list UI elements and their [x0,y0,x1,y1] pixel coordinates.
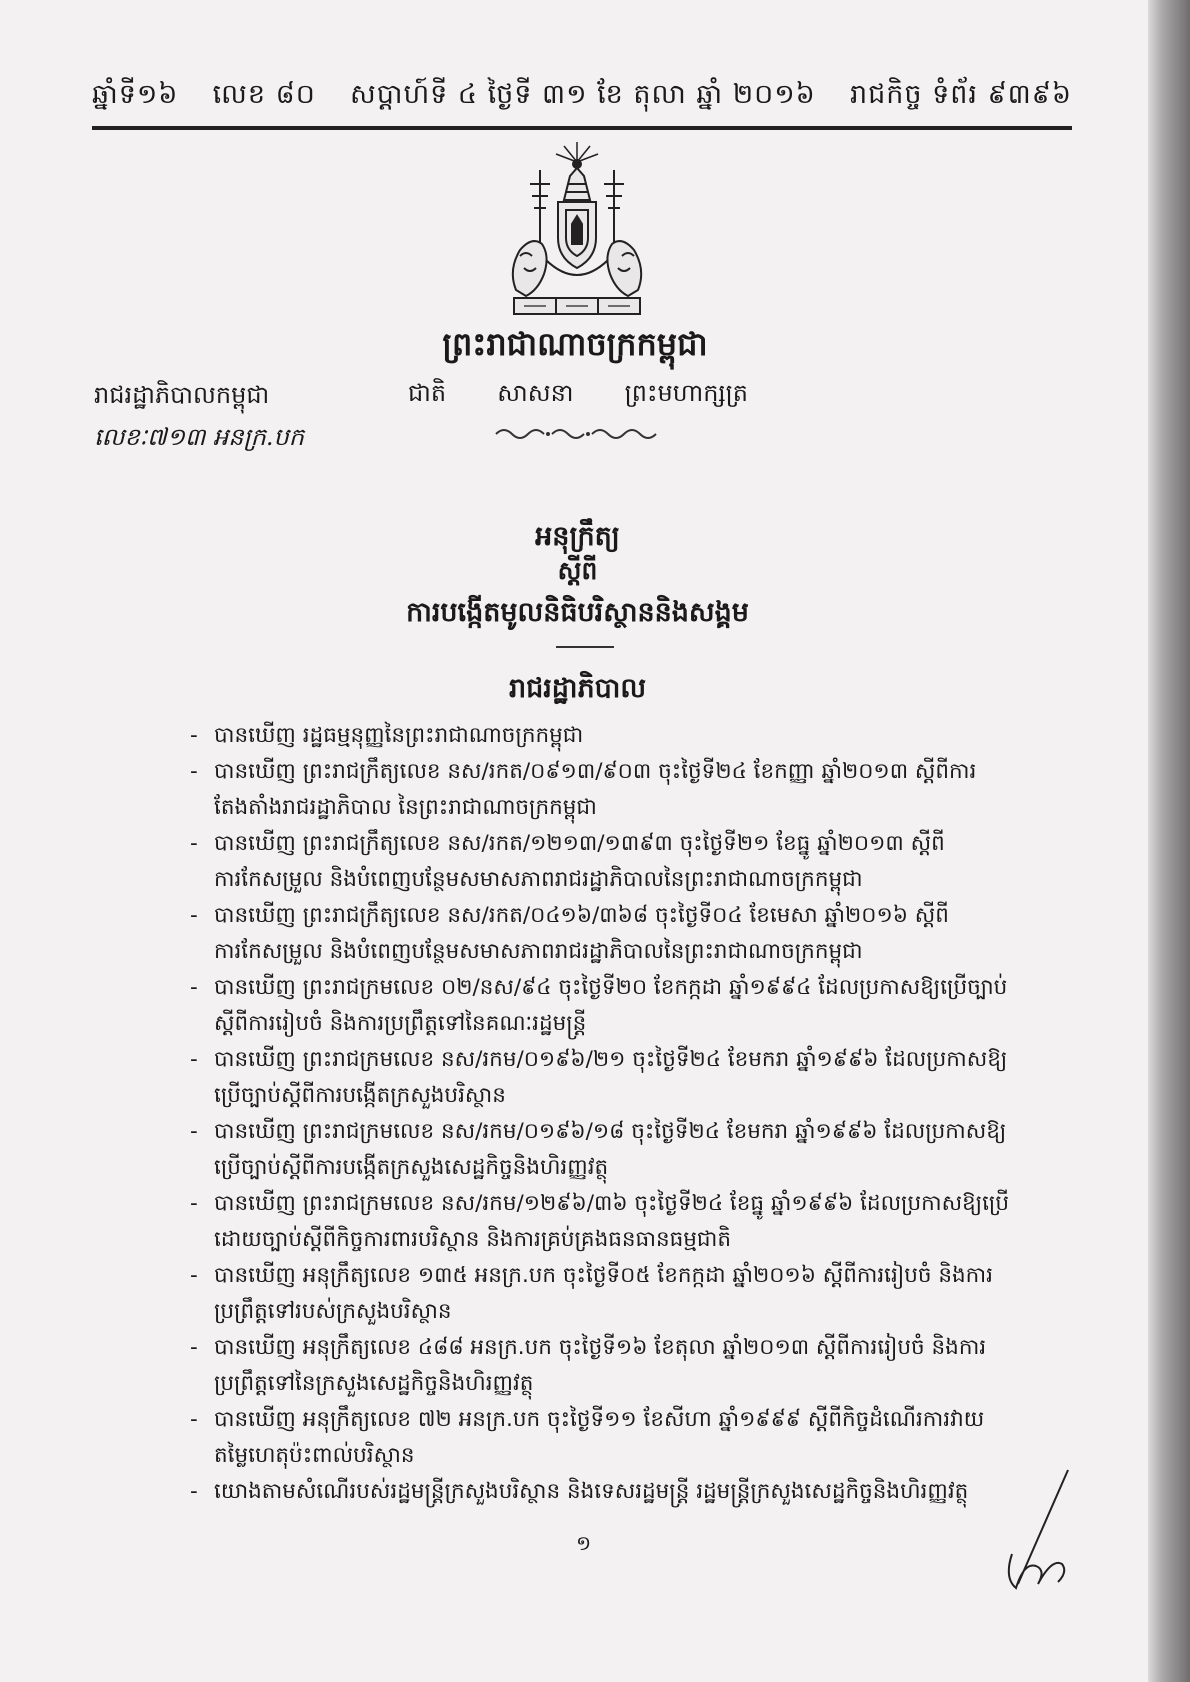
consideration-item: - បានឃើញ ព្រះរាជក្រមលេខ នស/រកម/០១៩៦/២១ ចុះថ្ងៃទី២៤ ខែមករា ឆ្នាំ១៩៩៦ ដែលប្រកាសឱ្យប្រើច្បាប់ស្តីពីការបង្កើតក្រសួងបរិស្ថាន [190,1042,1015,1114]
consideration-item: - បានឃើញ ព្រះរាជក្រមលេខ ០២/នស/៩៤ ចុះថ្ងៃទី២០ ខែកក្កដា ឆ្នាំ១៩៩៤ ដែលប្រកាសឱ្យប្រើច្បាប់ស្តីពីការរៀបចំ និងការប្រព្រឹត្តទៅនៃគណៈរដ្ឋមន្ត្រី [190,970,1015,1042]
kingdom-title: ព្រះរាជាណាចក្រកម្ពុជា [442,325,708,363]
document-subject: ការបង្កើតមូលនិធិបរិស្ថាននិងសង្គម [406,597,749,628]
consideration-item: - បានឃើញ អនុក្រឹត្យលេខ ១៣៥ អនក្រ.បក ចុះថ្ងៃទី០៥ ខែកក្កដា ឆ្នាំ២០១៦ ស្តីពីការរៀបចំ និងការប្រព្រឹត្តទៅរបស់ក្រសួងបរិស្ថាន [190,1258,1015,1330]
motto-religion: សាសនា [497,379,574,407]
motto-nation: ជាតិ [408,379,447,407]
consideration-item: - បានឃើញ អនុក្រឹត្យលេខ ៧២ អនក្រ.បក ចុះថ្ងៃទី១១ ខែសីហា ឆ្នាំ១៩៩៩ ស្តីពីកិច្ចដំណើរការវាយតម្លៃហេតុប៉ះពាល់បរិស្ថាន [190,1402,1015,1474]
reference-value: ៧១៣ អនក្រ.បក [147,423,304,451]
consideration-item: - បានឃើញ ព្រះរាជក្រឹត្យលេខ នស/រកត/០៩១៣/៩០៣ ចុះថ្ងៃទី២៤ ខែកញ្ញា ឆ្នាំ២០១៣ ស្តីពីការតែងតាំងរាជរដ្ឋាភិបាល នៃព្រះរាជាណាចក្រកម្ពុជា [190,754,1015,826]
initials-signature-icon [998,1466,1088,1596]
gazette-issue: លេខ ៨០ [212,78,316,110]
consideration-item: - បានឃើញ ព្រះរាជក្រឹត្យលេខ នស/រកត/០៤១៦/៣៦៨ ចុះថ្ងៃទី០៤ ខែមេសា ឆ្នាំ២០១៦ ស្តីពីការកែសម្រួល និងបំពេញបន្ថែមសមាសភាពរាជរដ្ឋាភិបាលនៃព្រះរាជាណាចក្រកម្ពុជា [190,898,1015,970]
royal-coat-of-arms-icon [486,140,668,320]
gazette-page: រាជកិច្ច ទំព័រ ៩៣៩៦ [850,78,1072,110]
enacting-authority: រាជរដ្ឋាភិបាល [508,673,647,704]
page-number: ១ [576,1531,592,1555]
scan-edge-shadow [1148,0,1190,1682]
running-head [92,72,1072,122]
consideration-item: - បានឃើញ ព្រះរាជក្រឹត្យលេខ នស/រកត/១២១៣/១៣៩៣ ចុះថ្ងៃទី២១ ខែធ្នូ ឆ្នាំ២០១៣ ស្តីពីការកែសម្រួល និងបំពេញបន្ថែមសមាសភាពរាជរដ្ឋាភិបាលនៃព្រះរាជាណាចក្រកម្ពុជា [190,826,1015,898]
consideration-item: - បានឃើញ ព្រះរាជក្រមលេខ នស/រកម/០១៩៦/១៨ ចុះថ្ងៃទី២៤ ខែមករា ឆ្នាំ១៩៩៦ ដែលប្រកាសឱ្យប្រើច្បាប់ស្តីពីការបង្កើតក្រសួងសេដ្ឋកិច្ចនិងហិរញ្ញវត្ថុ [190,1114,1015,1186]
national-motto [408,378,748,413]
document-about: ស្តីពី [557,556,598,585]
header-rule [92,126,1072,130]
issuing-authority: រាជរដ្ឋាភិបាលកម្ពុជា [94,381,270,409]
gazette-date: សប្តាហ៍ទី ៤ ថ្ងៃទី ៣១ ខែ តុលា ឆ្នាំ ២០១៦ [350,78,816,110]
consideration-item: - បានឃើញ ព្រះរាជក្រមលេខ នស/រកម/១២៩៦/៣៦ ចុះថ្ងៃទី២៤ ខែធ្នូ ឆ្នាំ១៩៩៦ ដែលប្រកាសឱ្យប្រើដោយច្បាប់ស្តីពីកិច្ចការពារបរិស្ថាន និងការគ្រប់គ្រងធនធានធម្មជាតិ [190,1186,1015,1258]
title-divider [556,646,614,648]
ornament-divider-icon [492,424,662,444]
gazette-year: ឆ្នាំទី១៦ [92,78,179,110]
document-type: អនុក្រឹត្យ [535,521,620,552]
reference-number [94,422,304,457]
considerations-list [190,718,1015,1510]
motto-king: ព្រះមហាក្សត្រ [624,379,748,407]
consideration-item: - យោងតាមសំណើរបស់រដ្ឋមន្ត្រីក្រសួងបរិស្ថាន និងទេសរដ្ឋមន្ត្រី រដ្ឋមន្ត្រីក្រសួងសេដ្ឋកិច្ចនិងហិរញ្ញវត្ថុ [190,1474,1015,1510]
consideration-item: - បានឃើញ រដ្ឋធម្មនុញ្ញនៃព្រះរាជាណាចក្រកម្ពុជា [190,718,1015,754]
reference-label: លេខៈ [94,423,148,451]
consideration-item: - បានឃើញ អនុក្រឹត្យលេខ ៤៨៨ អនក្រ.បក ចុះថ្ងៃទី១៦ ខែតុលា ឆ្នាំ២០១៣ ស្តីពីការរៀបចំ និងការប្រព្រឹត្តទៅនៃក្រសួងសេដ្ឋកិច្ចនិងហិរញ្ញវត្ថុ [190,1330,1015,1402]
